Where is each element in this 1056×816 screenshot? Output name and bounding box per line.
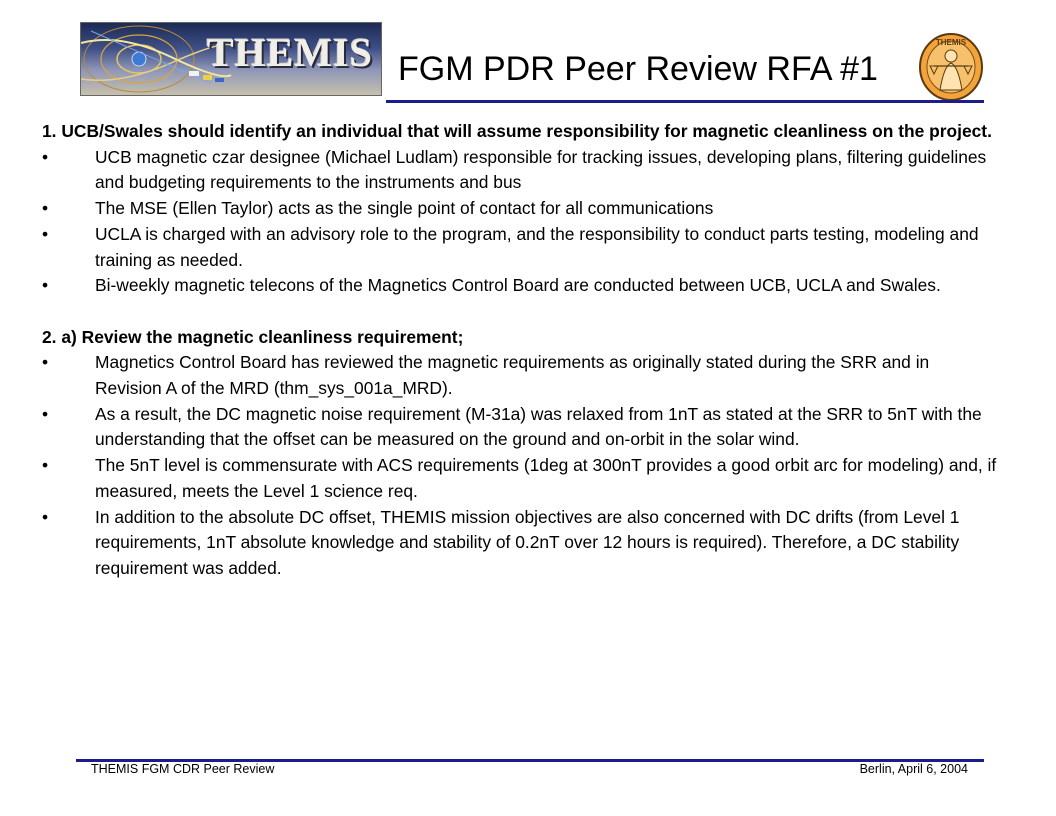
slide-body xyxy=(42,119,1000,582)
themis-logo-icon xyxy=(918,32,984,102)
bullet-marker: • xyxy=(42,403,49,424)
bullet-item xyxy=(42,402,1000,453)
item-1-heading: 1. UCB/Swales should identify an individual that will assume responsibility for magnetic cleanliness on the project. xyxy=(42,121,992,141)
footer-right-text: Berlin, April 6, 2004 xyxy=(859,762,968,776)
slide-title: FGM PDR Peer Review RFA #1 xyxy=(398,50,878,88)
bullet-text: In addition to the absolute DC offset, THEMIS mission objectives are also concerned with DC drifts (from Level 1 requirements, 1nT absolute knowledge and stability of 0.2nT over 12 hours is required). Therefore, a DC stability requirement was added. xyxy=(95,506,960,578)
logo-text: THEMIS xyxy=(935,38,967,47)
bullet-item xyxy=(42,350,1000,401)
bullet-marker: • xyxy=(42,275,49,296)
bullet-item xyxy=(42,222,1000,273)
bullet-item xyxy=(42,273,1000,299)
bullet-item xyxy=(42,453,1000,504)
themis-banner-image xyxy=(80,22,382,96)
bullet-marker: • xyxy=(42,455,49,476)
bullet-marker: • xyxy=(42,352,49,373)
bullet-item xyxy=(42,145,1000,196)
bullet-item xyxy=(42,196,1000,222)
bullet-text: The MSE (Ellen Taylor) acts as the single point of contact for all communications xyxy=(95,198,714,219)
bullet-text: As a result, the DC magnetic noise requirement (M-31a) was relaxed from 1nT as stated at the SRR to 5nT with the understanding that the offset can be measured on the ground and on-orbit in the solar wind. xyxy=(95,403,982,450)
bullet-text: Magnetics Control Board has reviewed the magnetic requirements as originally stated during the SRR and in Revision A of the MRD (thm_sys_001a_MRD). xyxy=(95,352,930,399)
bullet-text: The 5nT level is commensurate with ACS requirements (1deg at 300nT provides a good orbit arc for modeling) and, if measured, meets the Level 1 science req. xyxy=(95,455,997,501)
banner-title-text: THEMIS xyxy=(206,30,373,75)
bullet-text: UCLA is charged with an advisory role to the program, and the responsibility to conduct parts testing, modeling and training as needed. xyxy=(95,223,979,270)
footer-left-text: THEMIS FGM CDR Peer Review xyxy=(91,762,275,776)
bullet-text: UCB magnetic czar designee (Michael Ludlam) responsible for tracking issues, developing plans, filtering guidelines and budgeting requirements to the instruments and bus xyxy=(95,146,987,193)
bullet-marker: • xyxy=(42,506,49,527)
header-divider xyxy=(386,100,984,103)
bullet-marker: • xyxy=(42,146,49,167)
section-spacer xyxy=(42,299,1000,325)
bullet-marker: • xyxy=(42,198,49,219)
bullet-item xyxy=(42,505,1000,582)
bullet-marker: • xyxy=(42,223,49,244)
item-2-heading: 2. a) Review the magnetic cleanliness requirement; xyxy=(42,326,464,347)
bullet-text: Bi-weekly magnetic telecons of the Magnetics Control Board are conducted between UCB, UCLA and Swales. xyxy=(95,275,941,296)
